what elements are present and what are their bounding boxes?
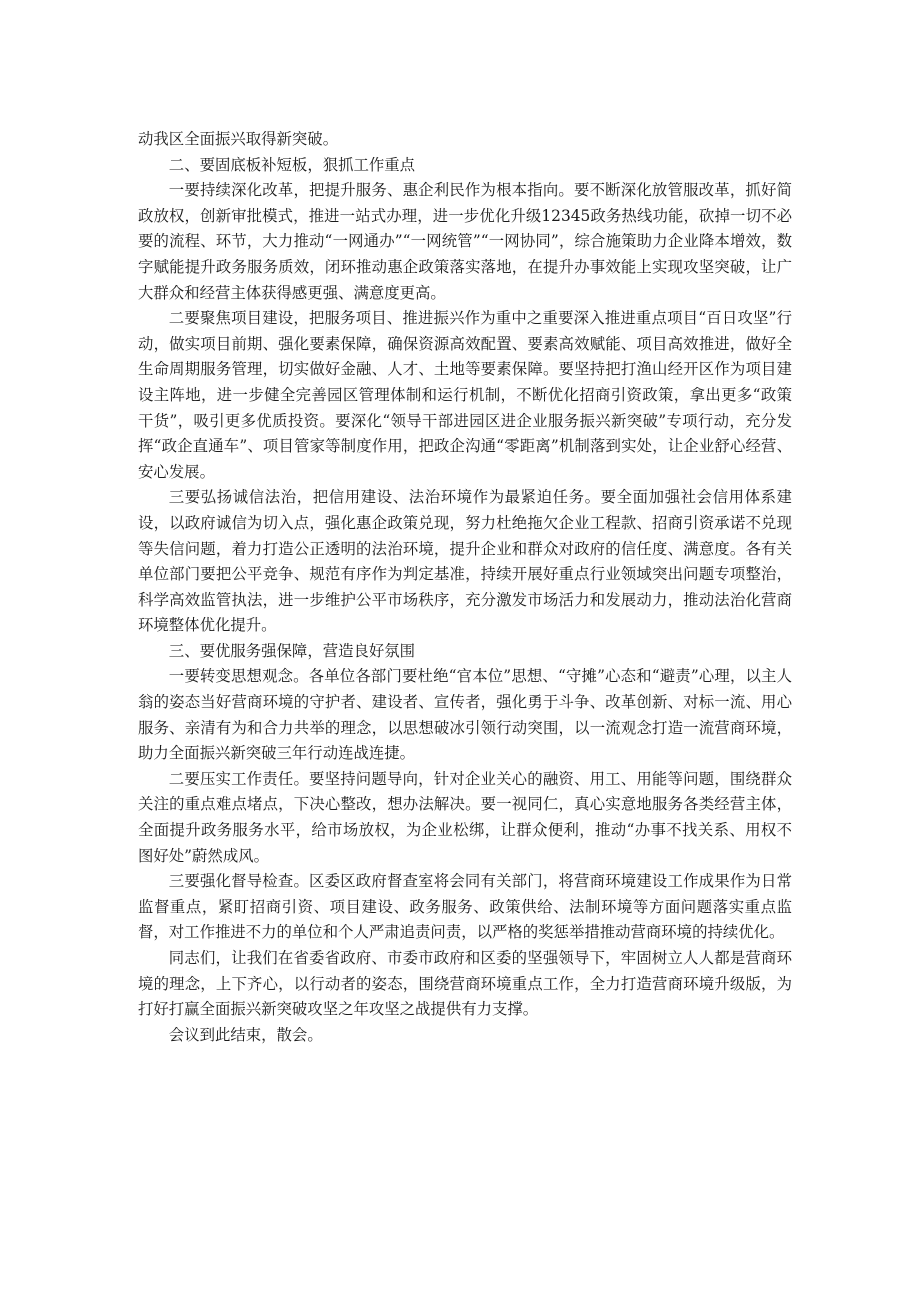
- paragraph: 三要弘扬诚信法治，把信用建设、法治环境作为最紧迫任务。要全面加强社会信用体系建设，以政府诚信为切入点，强化惠企政策兑现，努力杜绝拖欠企业工程款、招商引资承诺不兑现等失信问题，着力打造公正透明的法治环境，提升企业和群众对政府的信任度、满意度。各有关单位部门要把公平竞争、规范有序作为判定基准，持续开展好重点行业领域突出问题专项整治，科学高效监管执法，进一步维护公平市场秩序，充分激发市场活力和发展动力，推动法治化营商环境整体优化提升。: [138, 488, 792, 635]
- section-heading-2: 二、要固底板补短板，狠抓工作重点: [168, 155, 416, 174]
- meeting-end-line: 会议到此结束，散会。: [168, 1025, 323, 1044]
- paragraph: 二要聚焦项目建设，把服务项目、推进振兴作为重中之重要深入推进重点项目“百日攻坚”行动，做实项目前期、强化要素保障，确保资源高效配置、要素高效赋能、项目高效推进，做好全生命周期服务管理，切实做好金融、人才、土地等要素保障。要坚持把打渔山经开区作为项目建设主阵地，进一步健全完善园区管理体制和运行机制，不断优化招商引资政策，拿出更多“政策干货”，吸引更多优质投资。要深化“领导干部进园区进企业服务振兴新突破”专项行动，充分发挥“政企直通车”、项目管家等制度作用，把政企沟通“零距离”机制落到实处，让企业舒心经营、安心发展。: [138, 309, 792, 481]
- section-heading-3: 三、要优服务强保障，营造良好氛围: [168, 641, 416, 660]
- paragraph: 二要压实工作责任。要坚持问题导向，针对企业关心的融资、用工、用能等问题，围绕群众关注的重点难点堵点，下决心整改，想办法解决。要一视同仁，真心实意地服务各类经营主体，全面提升政务服务水平，给市场放权，为企业松绑，让群众便利，推动“办事不找关系、用权不图好处”蔚然成风。: [138, 769, 792, 865]
- paragraph: 三要强化督导检查。区委区政府督查室将会同有关部门，将营商环境建设工作成果作为日常监督重点，紧盯招商引资、项目建设、政务服务、政策供给、法制环境等方面问题落实重点监督，对工作推进不力的单位和个人严肃追责问责，以严格的奖惩举措推动营商环境的持续优化。: [138, 872, 792, 942]
- paragraph: 一要持续深化改革，把提升服务、惠企利民作为根本指向。要不断深化放管服改革，抓好简政放权，创新审批模式，推进一站式办理，进一步优化升级12345政务热线功能，砍掉一切不必要的流程、环节，大力推动“一网通办”“一网统管”“一网协同”，综合施策助力企业降本增效，数字赋能提升政务服务质效，闭环推动惠企政策落实落地，在提升办事效能上实现攻坚突破，让广大群众和经营主体获得感更强、满意度更高。: [138, 181, 792, 302]
- closing-paragraph: 同志们，让我们在省委省政府、市委市政府和区委的坚强领导下，牢固树立人人都是营商环境的理念，上下齐心，以行动者的姿态，围绕营商环境重点工作，全力打造营商环境升级版，为打好打赢全面振兴新突破攻坚之年攻坚之战提供有力支撑。: [138, 949, 792, 1019]
- paragraph: 一要转变思想观念。各单位各部门要杜绝“官本位”思想、“守摊”心态和“避责”心理，以主人翁的姿态当好营商环境的守护者、建设者、宣传者，强化勇于斗争、改革创新、对标一流、用心服务、亲清有为和合力共举的理念，以思想破冰引领行动突围，以一流观念打造一流营商环境，助力全面振兴新突破三年行动连战连捷。: [138, 667, 792, 763]
- document-body: [138, 127, 792, 1048]
- paragraph-continuation: 动我区全面振兴取得新突破。: [138, 130, 339, 148]
